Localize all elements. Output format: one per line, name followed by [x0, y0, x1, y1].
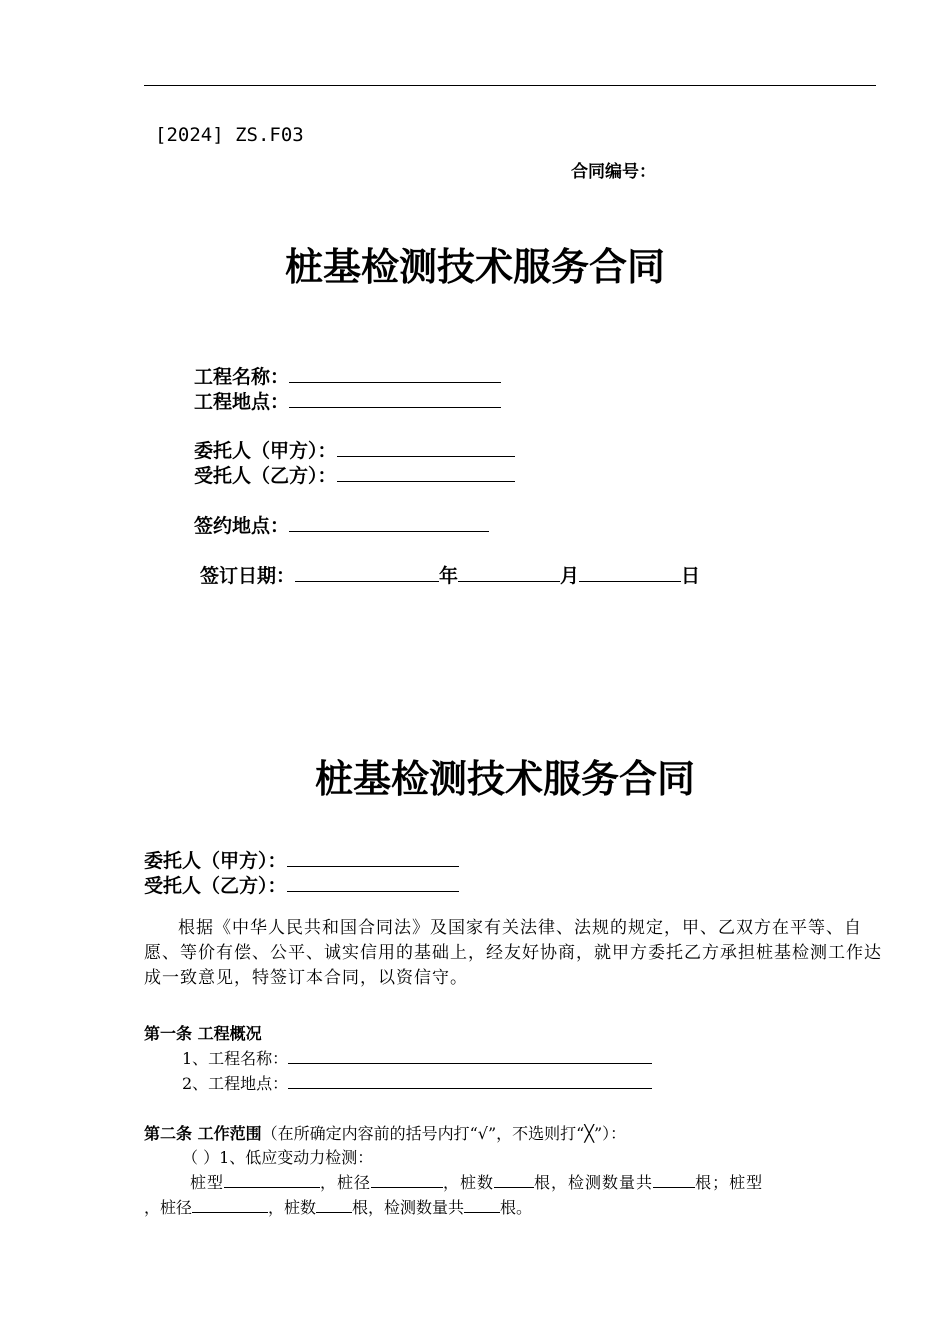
cover-sign-place-field[interactable] [289, 513, 489, 532]
check-total-field-2[interactable] [464, 1197, 500, 1213]
cover-party-a-label: 委托人（甲方）： [194, 440, 337, 462]
pile-diameter-label: ，桩径 [320, 1173, 372, 1192]
article1-heading [144, 1021, 262, 1044]
article1-project-name-field[interactable] [288, 1048, 652, 1064]
cover-project-site-row [194, 387, 501, 414]
article1-title: 第一条 工程概况 [144, 1024, 262, 1043]
article2-title: 第二条 工作范围 [144, 1124, 262, 1143]
cover-project-name-row [194, 362, 501, 389]
pile-diameter-field[interactable] [371, 1172, 443, 1188]
root-end-label: 根。 [500, 1198, 533, 1217]
article1-item1-row [182, 1046, 652, 1069]
pile-count-label-2: ，桩数 [268, 1198, 317, 1217]
cover-year-label: 年 [439, 565, 459, 587]
article1-item1-label: 1、工程名称： [182, 1049, 289, 1068]
cover-party-a-field[interactable] [337, 438, 515, 457]
cover-year-field[interactable] [295, 563, 439, 582]
pile-count-label: ，桩数 [443, 1173, 495, 1192]
body-party-b-label: 受托人（乙方）： [144, 875, 287, 897]
cover-party-b-label: 受托人（乙方）： [194, 465, 337, 487]
body-party-a-field[interactable] [287, 848, 459, 867]
cover-month-label: 月 [560, 565, 580, 587]
header-rule [144, 85, 876, 86]
pile-count-field-2[interactable] [316, 1197, 352, 1213]
cover-sign-date-label: 签订日期： [200, 565, 296, 587]
article2-pile-line1 [190, 1170, 763, 1193]
article1-item2-label: 2、工程地点： [182, 1074, 289, 1093]
cover-party-b-field[interactable] [337, 463, 515, 482]
cover-party-b-row [194, 461, 515, 488]
article2-note: （在所确定内容前的括号内打“√”，不选则打“╳”）： [261, 1124, 627, 1143]
body-party-a-label: 委托人（甲方）： [144, 850, 287, 872]
contract-number-label: 合同编号： [571, 162, 656, 182]
cover-project-name-label: 工程名称： [194, 366, 290, 388]
article1-project-site-field[interactable] [288, 1073, 652, 1089]
cover-sign-date-row [200, 561, 700, 588]
article2-pile-line2 [144, 1195, 532, 1218]
check-total-field[interactable] [653, 1172, 695, 1188]
cover-sign-place-row [194, 511, 489, 538]
pile-diameter-field-2[interactable] [192, 1197, 268, 1213]
cover-title: 桩基检测技术服务合同 [284, 245, 665, 289]
article2-heading [144, 1121, 626, 1144]
check-total-label: 根，检测数量共 [534, 1173, 654, 1192]
intro-paragraph [144, 916, 882, 991]
body-party-a-row [144, 846, 459, 873]
cover-day-field[interactable] [579, 563, 681, 582]
pile-diameter-label-2: ，桩径 [144, 1198, 193, 1217]
body-title: 桩基检测技术服务合同 [314, 757, 695, 801]
cover-sign-place-label: 签约地点： [194, 515, 290, 537]
pile-type-label-2: 根；桩型 [695, 1173, 764, 1192]
pile-type-field[interactable] [224, 1172, 320, 1188]
check-total-label-2: 根，检测数量共 [352, 1198, 465, 1217]
cover-month-field[interactable] [458, 563, 560, 582]
article2-item1-label[interactable]: （ ）1、低应变动力检测： [182, 1148, 374, 1167]
pile-count-field[interactable] [494, 1172, 534, 1188]
document-code: [2024] ZS.F03 [155, 124, 304, 146]
cover-project-site-label: 工程地点： [194, 391, 290, 413]
cover-party-a-row [194, 436, 515, 463]
article1-item2-row [182, 1071, 652, 1094]
cover-day-label: 日 [681, 565, 701, 587]
intro-text: 根据《中华人民共和国合同法》及国家有关法律、法规的规定，甲、乙双方在平等、自愿、等价有偿、公平、诚实信用的基础上，经友好协商，就甲方委托乙方承担桩基检测工作达成一致意见，特签订本合同，以资信守。 [144, 918, 882, 988]
cover-project-name-field[interactable] [289, 364, 501, 383]
pile-type-label: 桩型 [190, 1173, 225, 1192]
article2-item1-row [182, 1145, 373, 1168]
body-party-b-row [144, 871, 459, 898]
body-party-b-field[interactable] [287, 873, 459, 892]
cover-project-site-field[interactable] [289, 389, 501, 408]
